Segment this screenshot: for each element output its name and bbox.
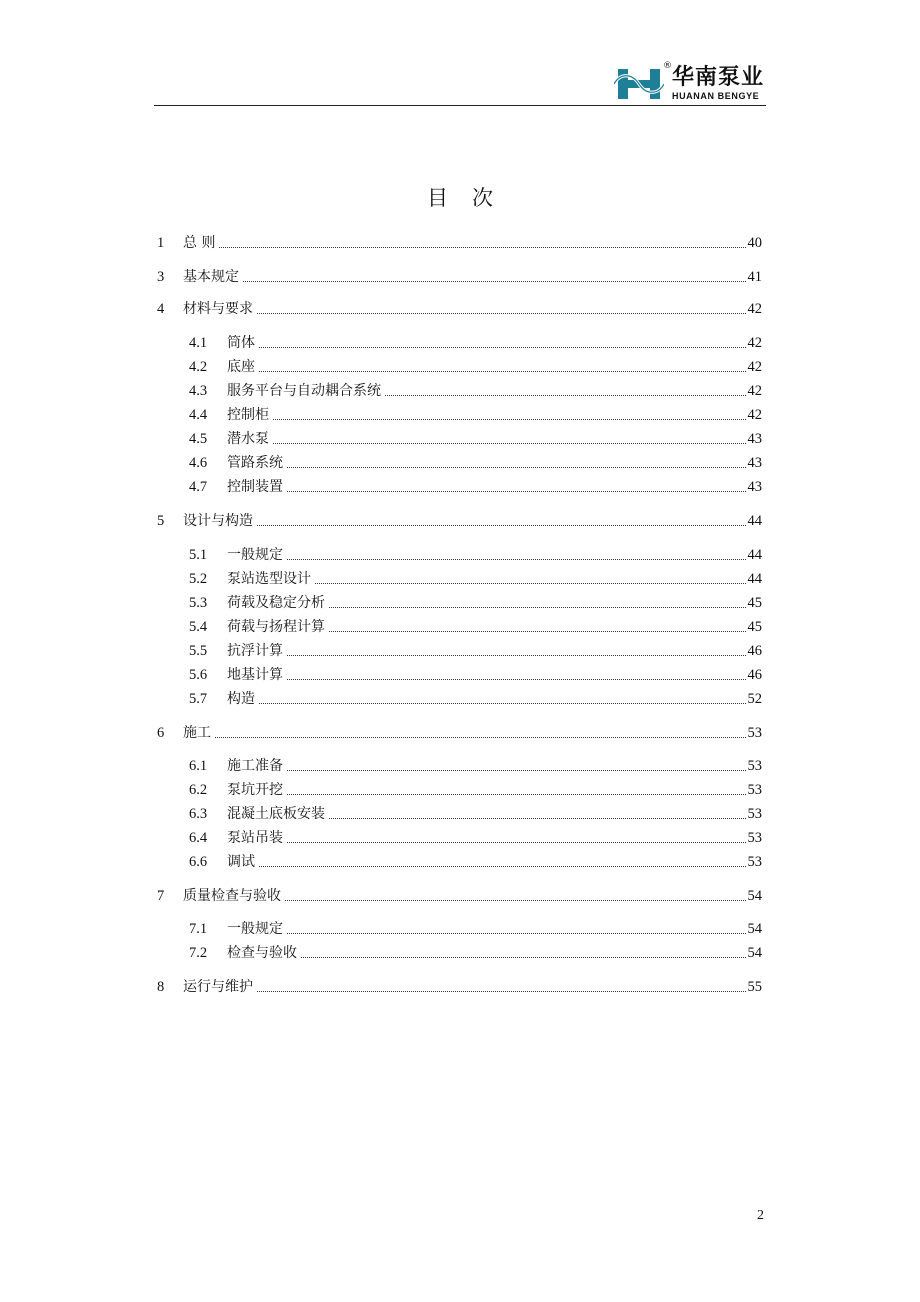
toc-entry-page: 42 [747, 380, 763, 402]
toc-entry-page: 44 [747, 568, 763, 590]
toc-entry-title: 服务平台与自动耦合系统 [227, 380, 384, 402]
toc-entry-number: 4 [157, 301, 165, 317]
toc-entry-title: 基本规定 [183, 266, 242, 288]
toc-leader-dots [237, 442, 760, 444]
toc-entry-number: 8 [157, 979, 165, 995]
toc-entry-page: 54 [747, 918, 763, 940]
toc-leader-dots [237, 370, 760, 372]
toc-entry-page: 43 [747, 452, 763, 474]
toc-entry-page: 42 [747, 298, 763, 320]
toc-leader-dots [237, 702, 760, 704]
toc-entry[interactable] [0, 885, 920, 907]
toc-entry-page: 42 [747, 404, 763, 426]
toc-entry-title: 抗浮计算 [227, 640, 286, 662]
toc-entry-number: 5.3 [189, 595, 208, 611]
toc-entry-title: 控制装置 [227, 476, 286, 498]
toc-entry-page: 46 [747, 640, 763, 662]
toc-entry-title: 管路系统 [227, 452, 286, 474]
toc-entry[interactable] [0, 942, 920, 964]
toc-entry[interactable] [0, 568, 920, 590]
toc-entry-number: 5 [157, 513, 165, 529]
toc-entry-title: 总 则 [183, 232, 218, 254]
toc-entry-number: 6.3 [189, 806, 208, 822]
toc-entry[interactable] [0, 664, 920, 686]
toc-entry-page: 45 [747, 592, 763, 614]
toc-entry-page: 53 [747, 779, 763, 801]
toc-leader-dots [237, 956, 760, 958]
toc-entry[interactable] [0, 976, 920, 998]
toc-entry-page: 40 [747, 232, 763, 254]
toc-entry-number: 6 [157, 725, 165, 741]
toc-entry-title: 调试 [227, 851, 258, 873]
toc-entry-number: 4.6 [189, 455, 208, 471]
toc-entry-page: 46 [747, 664, 763, 686]
toc-entry[interactable] [0, 755, 920, 777]
toc-entry-number: 4.4 [189, 407, 208, 423]
toc-entry[interactable] [0, 688, 920, 710]
toc-entry-number: 5.4 [189, 619, 208, 635]
toc-entry[interactable] [0, 544, 920, 566]
toc-entry-title: 混凝土底板安装 [227, 803, 328, 825]
toc-entry-page: 54 [747, 885, 763, 907]
toc-entry-page: 45 [747, 616, 763, 638]
toc-leader-dots [237, 932, 760, 934]
toc-leader-dots [237, 678, 760, 680]
toc-entry[interactable] [0, 510, 920, 532]
toc-leader-dots [237, 769, 760, 771]
toc-leader-dots [237, 841, 760, 843]
toc-entry-title: 荷载及稳定分析 [227, 592, 328, 614]
toc-entry-number: 6.4 [189, 830, 208, 846]
toc-entry-title: 一般规定 [227, 544, 286, 566]
toc-entry-title: 底座 [227, 356, 258, 378]
toc-entry-page: 53 [747, 755, 763, 777]
toc-entry[interactable] [0, 476, 920, 498]
toc-entry-number: 1 [157, 235, 165, 251]
toc-entry-title: 质量检查与验收 [183, 885, 284, 907]
toc-entry-number: 6.1 [189, 758, 208, 774]
toc-entry-page: 42 [747, 356, 763, 378]
toc-leader-dots [193, 736, 760, 738]
logo-english-name: HUANAN BENGYE [671, 91, 760, 101]
toc-entry[interactable] [0, 232, 920, 254]
toc-entry-page: 55 [747, 976, 763, 998]
toc-leader-dots [237, 490, 760, 492]
toc-leader-dots [193, 312, 760, 314]
toc-leader-dots [193, 280, 760, 282]
toc-entry-title: 运行与维护 [183, 976, 256, 998]
toc-entry-number: 5.7 [189, 691, 208, 707]
toc-entry[interactable] [0, 640, 920, 662]
toc-leader-dots [193, 246, 760, 248]
toc-entry-number: 7.1 [189, 921, 208, 937]
toc-entry[interactable] [0, 779, 920, 801]
toc-entry-page: 41 [747, 266, 763, 288]
toc-entry-title: 潜水泵 [227, 428, 272, 450]
toc-entry-title: 一般规定 [227, 918, 286, 940]
toc-entry-title: 泵坑开挖 [227, 779, 286, 801]
toc-entry-title: 施工 [183, 722, 214, 744]
toc-entry[interactable] [0, 827, 920, 849]
toc-entry-page: 44 [747, 544, 763, 566]
toc-entry[interactable] [0, 380, 920, 402]
toc-leader-dots [237, 558, 760, 560]
toc-entry-page: 53 [747, 851, 763, 873]
toc-entry-number: 5.5 [189, 643, 208, 659]
toc-entry[interactable] [0, 722, 920, 744]
toc-entry[interactable] [0, 592, 920, 614]
toc-entry-number: 7.2 [189, 945, 208, 961]
toc-entry-title: 筒体 [227, 332, 258, 354]
toc-entry[interactable] [0, 356, 920, 378]
toc-entry-title: 控制柜 [227, 404, 272, 426]
toc-leader-dots [193, 990, 760, 992]
toc-leader-dots [237, 582, 760, 584]
toc-entry-number: 4.5 [189, 431, 208, 447]
toc-entry[interactable] [0, 404, 920, 426]
toc-entry[interactable] [0, 851, 920, 873]
toc-entry[interactable] [0, 428, 920, 450]
toc-entry-title: 构造 [227, 688, 258, 710]
toc-entry-title: 检查与验收 [227, 942, 300, 964]
registered-mark: ® [662, 61, 672, 71]
toc-entry-number: 6.6 [189, 854, 208, 870]
toc-entry-page: 43 [747, 476, 763, 498]
toc-entry-title: 设计与构造 [183, 510, 256, 532]
toc-entry-title: 材料与要求 [183, 298, 256, 320]
toc-leader-dots [237, 654, 760, 656]
toc-leader-dots [237, 865, 760, 867]
toc-leader-dots [237, 793, 760, 795]
toc-entry-page: 44 [747, 510, 763, 532]
toc-entry[interactable] [0, 298, 920, 320]
toc-entry-page: 53 [747, 827, 763, 849]
toc-entry-number: 5.2 [189, 571, 208, 587]
toc-entry[interactable] [0, 803, 920, 825]
toc-entry-number: 4.1 [189, 335, 208, 351]
toc-entry-title: 地基计算 [227, 664, 286, 686]
toc-entry-page: 53 [747, 722, 763, 744]
toc-entry-page: 53 [747, 803, 763, 825]
toc-entry-number: 4.2 [189, 359, 208, 375]
toc-leader-dots [237, 418, 760, 420]
toc-entry-page: 54 [747, 942, 763, 964]
toc-entry-title: 泵站选型设计 [227, 568, 314, 590]
toc-title: 目次 [427, 186, 517, 210]
toc-leader-dots [193, 524, 760, 526]
toc-entry-number: 4.3 [189, 383, 208, 399]
toc-leader-dots [237, 466, 760, 468]
toc-entry-page: 42 [747, 332, 763, 354]
toc-entry-number: 4.7 [189, 479, 208, 495]
toc-leader-dots [237, 346, 760, 348]
toc-entry[interactable] [0, 918, 920, 940]
logo-chinese-name: 华南泵业 [671, 65, 764, 90]
toc-entry-title: 施工准备 [227, 755, 286, 777]
page-number: 2 [757, 1208, 764, 1223]
toc-entry-number: 5.1 [189, 547, 208, 563]
toc-entry-title: 泵站吊装 [227, 827, 286, 849]
toc-entry[interactable] [0, 266, 920, 288]
toc-entry-number: 7 [157, 888, 165, 904]
toc-entry[interactable] [0, 332, 920, 354]
toc-entry-number: 3 [157, 269, 165, 285]
toc-entry[interactable] [0, 452, 920, 474]
toc-entry-number: 5.6 [189, 667, 208, 683]
toc-entry-page: 43 [747, 428, 763, 450]
toc-entry-title: 荷载与扬程计算 [227, 616, 328, 638]
toc-entry-page: 52 [747, 688, 763, 710]
toc-entry-number: 6.2 [189, 782, 208, 798]
toc-entry[interactable] [0, 616, 920, 638]
